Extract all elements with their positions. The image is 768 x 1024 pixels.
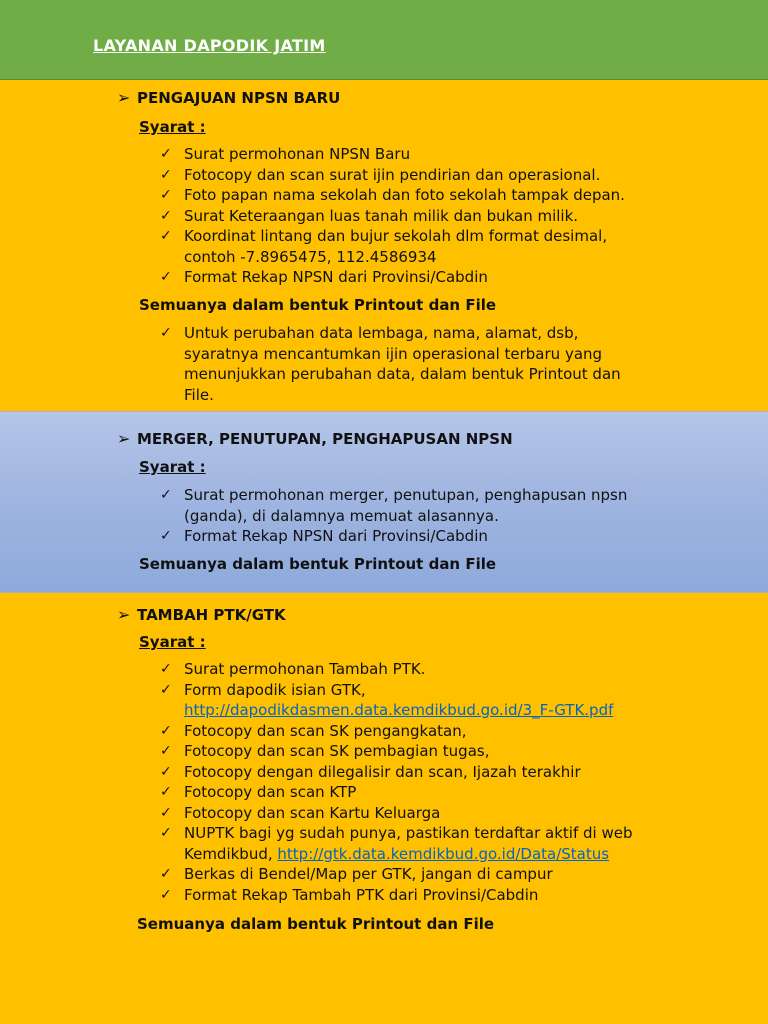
check-icon: ✓ — [160, 866, 172, 882]
syarat-label: Syarat : — [139, 633, 206, 651]
section-tambah-ptk — [0, 593, 768, 1024]
list-item: ✓ Surat permohonan merger, penutupan, penghapusan npsn — [160, 486, 628, 504]
section-pengajuan-npsn — [0, 80, 768, 411]
check-icon: ✓ — [160, 784, 172, 800]
check-icon: ✓ — [160, 722, 172, 739]
list-item: ✓ Surat permohonan Tambah PTK. — [160, 660, 426, 678]
list-item: ✓ Fotocopy dan scan surat ijin pendirian dan operasional. — [160, 165, 601, 184]
requirement-list — [160, 485, 627, 547]
list-item-continuation: contoh -7.8965475, 112.4586934 — [184, 247, 437, 266]
check-icon: ✓ — [160, 325, 172, 341]
requirement-list — [160, 144, 625, 288]
page-title: LAYANAN DAPODIK JATIM — [93, 36, 326, 55]
summary-text: Semuanya dalam bentuk Printout dan File — [139, 555, 497, 573]
list-item-continuation: File. — [184, 385, 214, 404]
section-merger-npsn — [0, 411, 768, 593]
syarat-label: Syarat : — [139, 118, 206, 136]
list-item-continuation: syaratnya mencantumkan ijin operasional terbaru yang — [184, 344, 603, 363]
check-icon: ✓ — [160, 269, 172, 285]
summary-text: Semuanya dalam bentuk Printout dan File — [137, 915, 495, 933]
check-icon: ✓ — [160, 804, 172, 821]
list-item: ✓ Surat permohonan NPSN Baru — [160, 145, 411, 163]
header-bar — [0, 0, 768, 80]
list-item: ✓ Untuk perubahan data lembaga, nama, alamat, dsb, — [160, 324, 579, 342]
list-item: ✓ Foto papan nama sekolah dan foto sekolah tampak depan. — [160, 186, 625, 204]
list-item: ✓ Format Rekap NPSN dari Provinsi/Cabdin — [160, 268, 488, 286]
check-icon: ✓ — [160, 825, 172, 841]
list-item: ✓ Form dapodik isian GTK, — [160, 680, 366, 699]
list-item: ✓ Fotocopy dan scan SK pengangkatan, — [160, 721, 467, 740]
section-heading: ➢ PENGAJUAN NPSN BARU — [117, 88, 341, 107]
list-item-continuation: (ganda), di dalamnya memuat alasannya. — [184, 506, 499, 525]
list-item: ✓ Fotocopy dengan dilegalisir dan scan, Ijazah terakhir — [160, 762, 581, 781]
check-icon: ✓ — [160, 166, 172, 183]
gtk-status-link[interactable]: http://gtk.data.kemdikbud.go.id/Data/Status — [277, 844, 610, 863]
list-item: ✓ Format Rekap Tambah PTK dari Provinsi/Cabdin — [160, 885, 539, 904]
list-item: ✓ Format Rekap NPSN dari Provinsi/Cabdin — [160, 527, 488, 545]
arrow-bullet-icon: ➢ — [117, 605, 131, 624]
summary-text: Semuanya dalam bentuk Printout dan File — [139, 296, 497, 314]
gtk-form-link[interactable]: http://dapodikdasmen.data.kemdikbud.go.id/3_F-GTK.pdf — [184, 701, 614, 719]
check-icon: ✓ — [160, 681, 172, 698]
check-icon: ✓ — [160, 207, 172, 224]
list-item: ✓ Fotocopy dan scan Kartu Keluarga — [160, 803, 441, 822]
section-heading: ➢ MERGER, PENUTUPAN, PENGHAPUSAN NPSN — [117, 429, 513, 448]
check-icon: ✓ — [160, 187, 172, 203]
check-icon: ✓ — [160, 146, 172, 162]
list-item-continuation: Kemdikbud, http://gtk.data.kemdikbud.go.id/Data/Status — [184, 844, 610, 863]
arrow-bullet-icon: ➢ — [117, 88, 131, 107]
section-heading: ➢ TAMBAH PTK/GTK — [117, 605, 286, 624]
check-icon: ✓ — [160, 743, 172, 759]
list-item: ✓ Koordinat lintang dan bujur sekolah dlm format desimal, — [160, 227, 608, 245]
list-item-continuation: menunjukkan perubahan data, dalam bentuk Printout dan — [184, 365, 621, 383]
list-item: ✓ Surat Keteraangan luas tanah milik dan bukan milik. — [160, 206, 579, 225]
check-icon: ✓ — [160, 487, 172, 503]
check-icon: ✓ — [160, 228, 172, 244]
note-list — [160, 323, 621, 405]
check-icon: ✓ — [160, 661, 172, 677]
list-item: ✓ Berkas di Bendel/Map per GTK, jangan di campur — [160, 865, 553, 883]
syarat-label: Syarat : — [139, 458, 206, 476]
check-icon: ✓ — [160, 886, 172, 903]
check-icon: ✓ — [160, 528, 172, 544]
list-item-continuation — [160, 700, 632, 721]
arrow-bullet-icon: ➢ — [117, 429, 131, 448]
check-icon: ✓ — [160, 763, 172, 780]
requirement-list — [160, 659, 632, 905]
list-item: ✓ NUPTK bagi yg sudah punya, pastikan terdaftar aktif di web — [160, 824, 633, 842]
list-item: ✓ Fotocopy dan scan KTP — [160, 783, 357, 801]
list-item: ✓ Fotocopy dan scan SK pembagian tugas, — [160, 742, 490, 760]
